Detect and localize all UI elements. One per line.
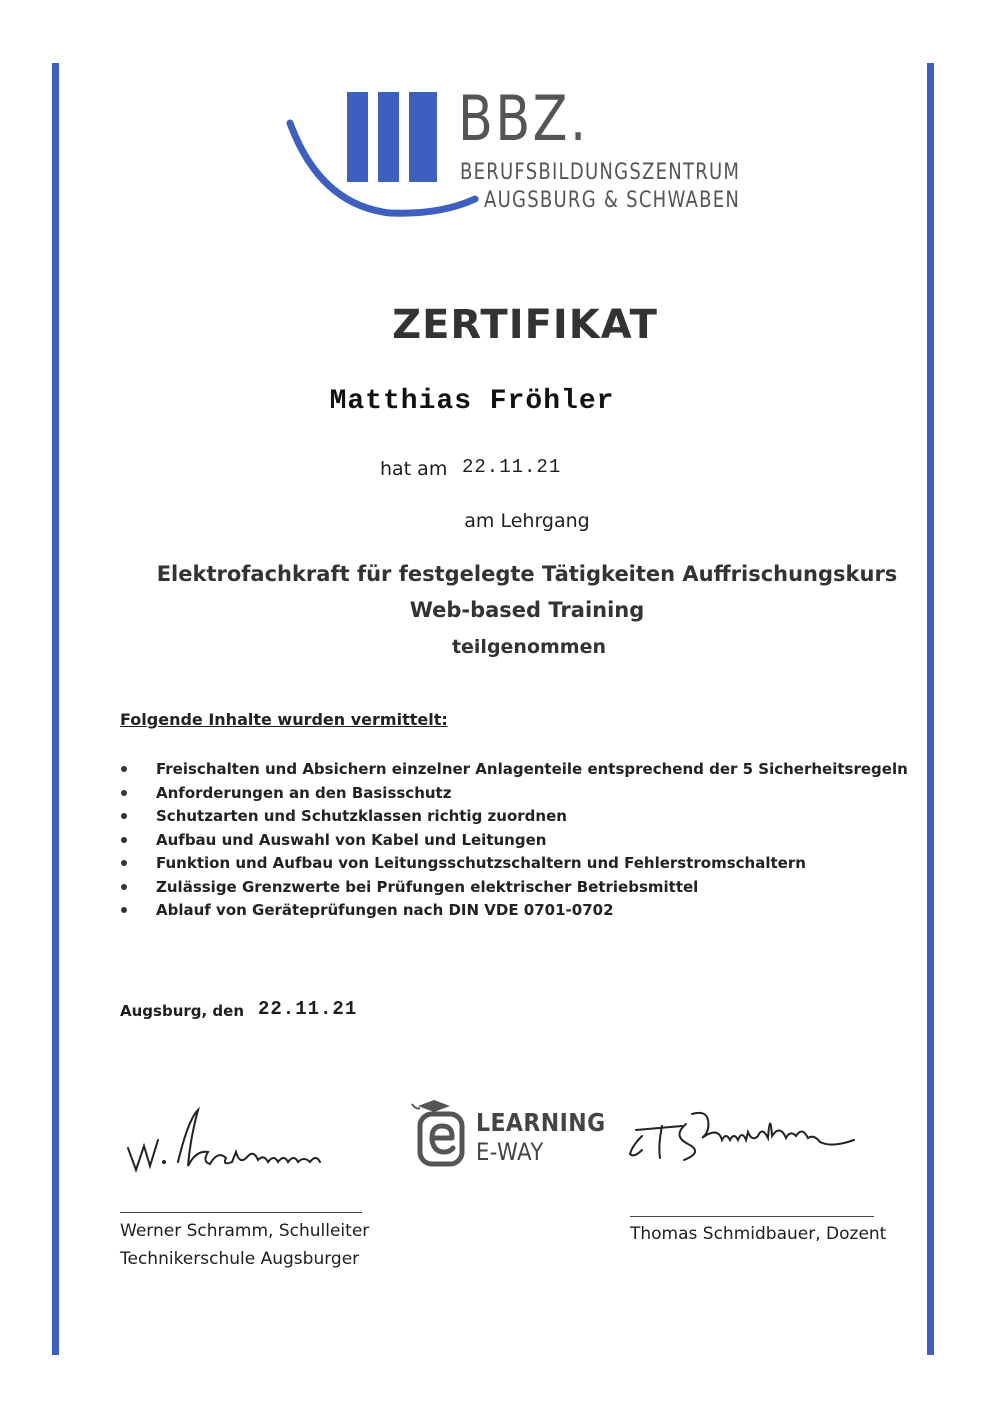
signature-line-1 [120, 1212, 362, 1213]
date-prefix: hat am [380, 458, 448, 480]
course-completion-text: teilgenommen [451, 636, 607, 658]
course-title-line-1: Elektrofachkraft für festgelegte Tätigkeiten Auffrischungskurs [156, 562, 898, 586]
bbz-logo-mark [280, 85, 480, 225]
logo-line-2: AUGSBURG & SCHWABEN [484, 188, 741, 213]
issue-place: Augsburg, den [120, 1002, 245, 1020]
logo-line-1: BERUFSBILDUNGSZENTRUM [460, 160, 741, 185]
signature-line-2 [630, 1216, 874, 1217]
list-item: Anforderungen an den Basisschutz [120, 784, 908, 808]
signature-schramm [118, 1100, 338, 1180]
bullet-icon [121, 837, 127, 843]
issue-date: 22.11.21 [258, 998, 358, 1020]
bullet-icon [121, 813, 127, 819]
list-item: Aufbau und Auswahl von Kabel und Leitungen [120, 831, 908, 855]
signer-2-name: Thomas Schmidbauer, Dozent [630, 1224, 887, 1244]
partner-logo-text-2: E-WAY [476, 1138, 544, 1166]
list-item: Funktion und Aufbau von Leitungsschutzschaltern und Fehlerstromschaltern [120, 854, 908, 878]
participation-date: 22.11.21 [462, 456, 562, 478]
course-intro: am Lehrgang [464, 510, 590, 532]
bullet-icon [121, 907, 127, 913]
right-border-stripe [927, 63, 934, 1355]
signer-1-organization: Technikerschule Augsburger [120, 1249, 360, 1269]
bullet-icon [121, 884, 127, 890]
signer-1-name: Werner Schramm, Schulleiter [120, 1221, 370, 1241]
partner-logo-text-1: LEARNING [476, 1108, 606, 1137]
bullet-icon [121, 790, 127, 796]
learning-eway-logo-icon [408, 1098, 472, 1168]
participant-name: Matthias Fröhler [329, 386, 615, 417]
certificate-title: ZERTIFIKAT [392, 302, 658, 348]
contents-heading: Folgende Inhalte wurden vermittelt: [120, 710, 448, 729]
list-item: Freischalten und Absichern einzelner Anlagenteile entsprechend der 5 Sicherheitsregeln [120, 760, 908, 784]
list-item: Ablauf von Geräteprüfungen nach DIN VDE 0701-0702 [120, 901, 908, 925]
list-item: Zulässige Grenzwerte bei Prüfungen elektrischer Betriebsmittel [120, 878, 908, 902]
signature-schmidbauer [622, 1096, 882, 1176]
contents-list [120, 760, 908, 925]
bullet-icon [121, 766, 127, 772]
bullet-icon [121, 860, 127, 866]
logo-abbreviation: BBZ. [458, 82, 589, 155]
left-border-stripe [52, 63, 59, 1355]
list-item: Schutzarten und Schutzklassen richtig zuordnen [120, 807, 908, 831]
course-title-line-2: Web-based Training [409, 598, 645, 622]
